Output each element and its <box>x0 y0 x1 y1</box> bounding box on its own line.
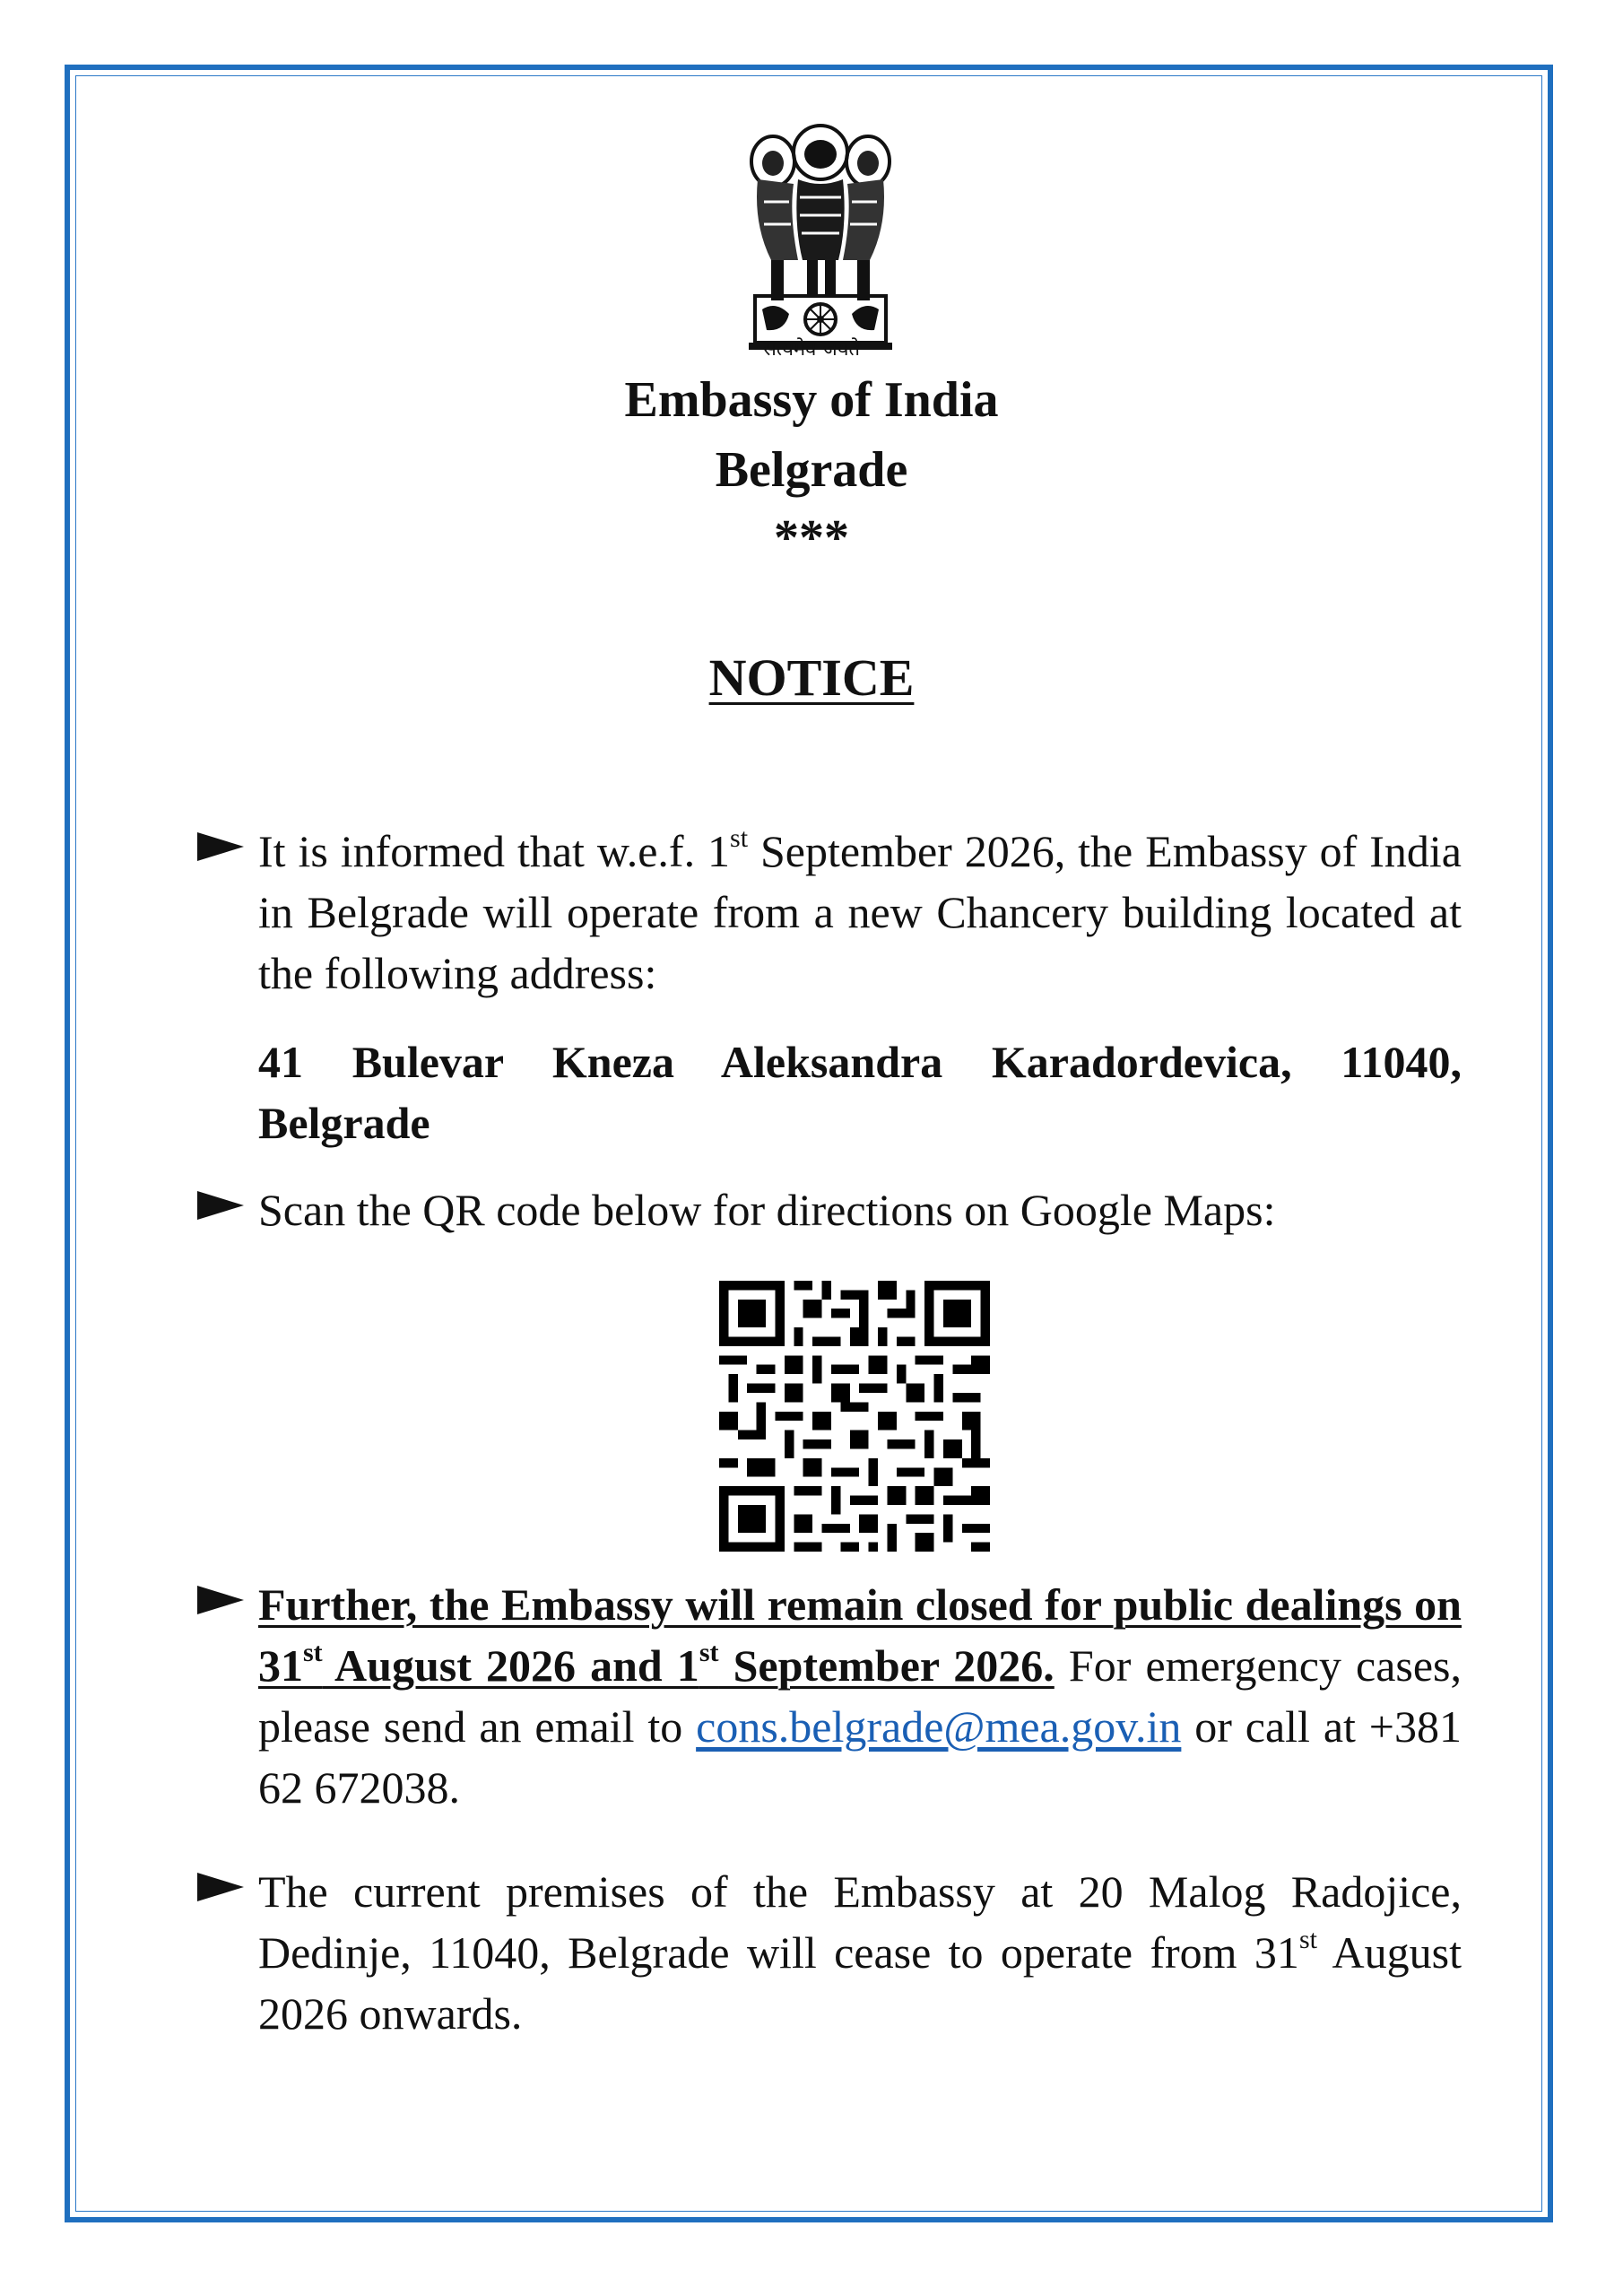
paragraph-current-premises: The current premises of the Embassy at 20 Malog Radojice, Dedinje, 11040, Belgrade will cease to operate from 31st August 2026 onwards. <box>258 1866 1462 2039</box>
right-pointer-triangle-icon <box>197 1187 244 1223</box>
header-separator: *** <box>774 510 849 566</box>
right-pointer-triangle-icon <box>197 1582 244 1618</box>
embassy-city: Belgrade <box>715 442 908 498</box>
notice-title: NOTICE <box>708 648 915 707</box>
right-pointer-triangle-icon <box>197 829 244 865</box>
emblem-motto: सत्यमेव जयते <box>762 338 861 361</box>
paragraph-new-chancery: It is informed that w.e.f. 1st September 2026, the Embassy of India in Belgrade will operate from a new Chancery building located at the following address: <box>258 823 1462 998</box>
right-pointer-triangle-icon <box>197 1869 244 1905</box>
email-link[interactable]: cons.belgrade@mea.gov.in <box>696 1701 1182 1752</box>
new-address: 41 Bulevar Kneza Aleksandra Karadordevica, 11040, Belgrade <box>258 1037 1462 1148</box>
paragraph-qr-instruction: Scan the QR code below for directions on Google Maps: <box>258 1185 1276 1235</box>
qr-code-icon[interactable] <box>719 1281 990 1552</box>
embassy-name: Embassy of India <box>624 372 999 428</box>
paragraph-closure-notice: Further, the Embassy will remain closed for public dealings on 31st August 2026 and 1st September 2026. For emergency cases, please send an email to cons.belgrade@mea.gov.in or call at +381 62 672038. <box>258 1579 1462 1813</box>
